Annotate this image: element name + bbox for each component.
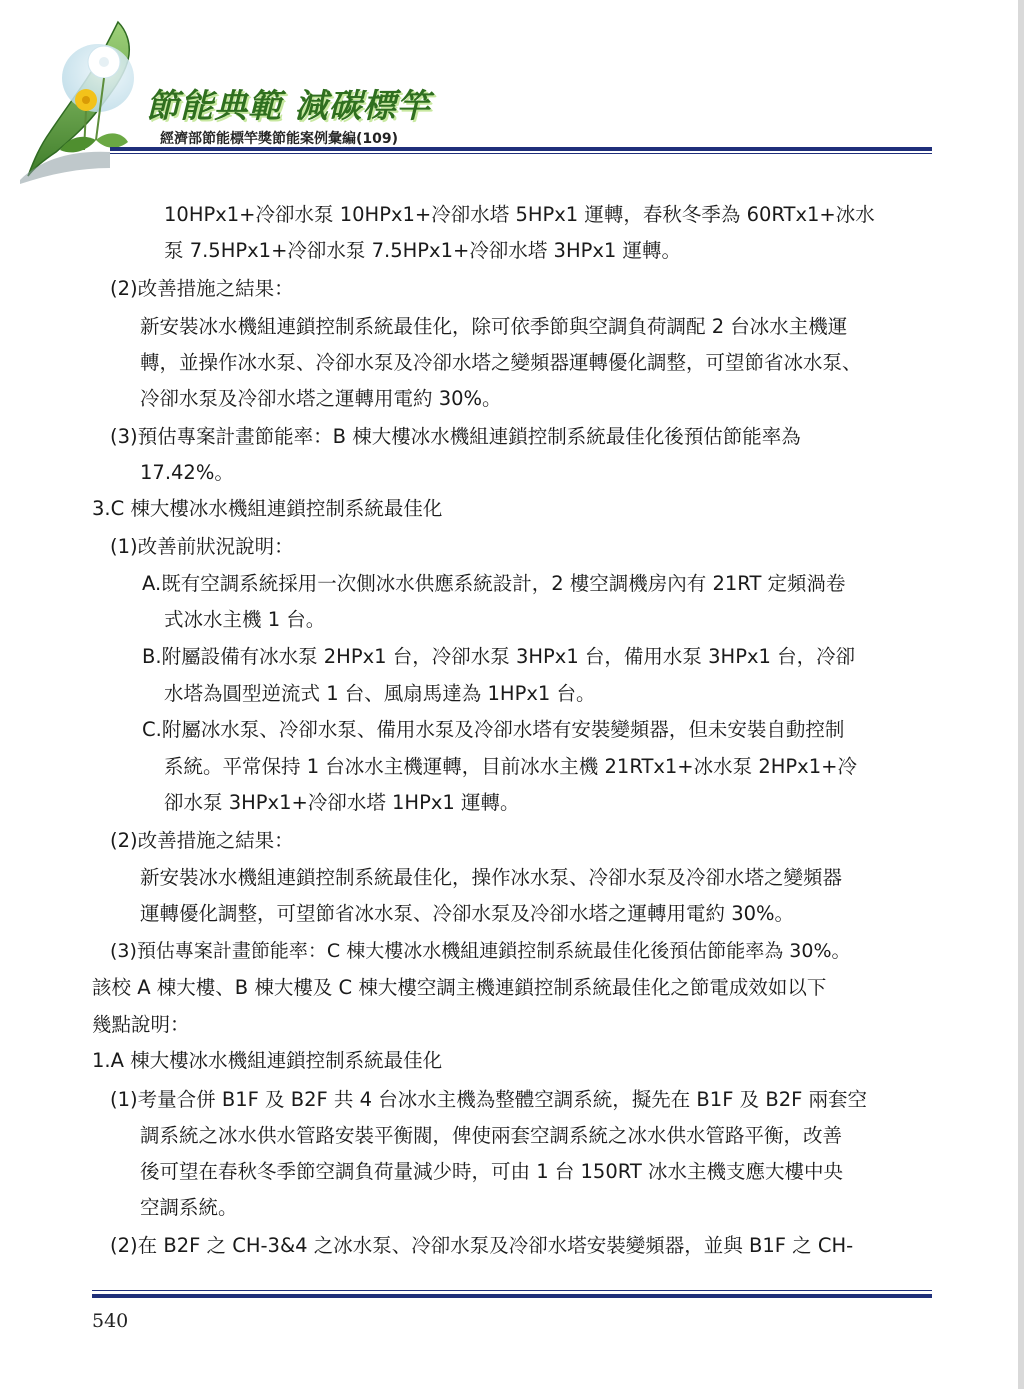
text-line: (1)考量合併 B1F 及 B2F 共 4 台冰水主機為整體空調系統，擬先在 B1F 及 B2F 兩套空 <box>110 1088 868 1111</box>
text-line: 系統。平常保持 1 台冰水主機運轉，目前冰水主機 21RTx1+冰水泵 2HPx1+冷 <box>164 755 857 778</box>
section-heading: 1.A 棟大樓冰水機組連鎖控制系統最佳化 <box>92 1049 443 1072</box>
text-line: (2)改善措施之結果： <box>110 277 294 300</box>
text-line: (2)改善措施之結果： <box>110 829 294 852</box>
text-line: 冷卻水泵及冷卻水塔之運轉用電約 30%。 <box>140 387 502 410</box>
text-line: 10HPx1+冷卻水泵 10HPx1+冷卻水塔 5HPx1 運轉，春秋冬季為 60RTx1+冰水 <box>164 203 875 226</box>
section-heading: 3.C 棟大樓冰水機組連鎖控制系統最佳化 <box>92 497 443 520</box>
text-line: 式冰水主機 1 台。 <box>164 608 326 631</box>
text-line: A.既有空調系統採用一次側冰水供應系統設計，2 樓空調機房內有 21RT 定頻渦卷 <box>142 572 846 595</box>
text-line: B.附屬設備有冰水泵 2HPx1 台，冷卻水泵 3HPx1 台，備用水泵 3HPx1 台，冷卻 <box>142 645 856 668</box>
text-line: 後可望在春秋冬季節空調負荷量減少時，可由 1 台 150RT 冰水主機支應大樓中央 <box>140 1160 843 1183</box>
text-line: 17.42%。 <box>140 461 234 484</box>
text-line: 泵 7.5HPx1+冷卻水泵 7.5HPx1+冷卻水塔 3HPx1 運轉。 <box>164 239 682 262</box>
footer-rule-thick <box>92 1294 932 1298</box>
header-rule-thin <box>110 153 932 154</box>
text-line: (1)改善前狀況說明： <box>110 535 294 558</box>
text-line: 新安裝冰水機組連鎖控制系統最佳化，操作冰水泵、冷卻水泵及冷卻水塔之變頻器 <box>140 866 843 889</box>
text-line: 轉，並操作冰水泵、冷卻水泵及冷卻水塔之變頻器運轉優化調整，可望節省冰水泵、 <box>140 351 862 374</box>
header-rule-thick <box>110 147 932 151</box>
page-edge <box>1018 0 1024 1389</box>
text-line: 該校 A 棟大樓、B 棟大樓及 C 棟大樓空調主機連鎖控制系統最佳化之節電成效如以下 <box>92 976 827 999</box>
text-line: 水塔為圓型逆流式 1 台、風扇馬達為 1HPx1 台。 <box>164 682 596 705</box>
text-line: (2)在 B2F 之 CH-3&4 之冰水泵、冷卻水泵及冷卻水塔安裝變頻器，並與 B1F 之 CH- <box>110 1234 854 1257</box>
text-line: 調系統之冰水供水管路安裝平衡閥，俾使兩套空調系統之冰水供水管路平衡，改善 <box>140 1124 843 1147</box>
text-line: 運轉優化調整，可望節省冰水泵、冷卻水泵及冷卻水塔之運轉用電約 30%。 <box>140 902 795 925</box>
page-header <box>0 0 1024 190</box>
text-line: 卻水泵 3HPx1+冷卻水塔 1HPx1 運轉。 <box>164 791 520 814</box>
text-line: (3)預估專案計畫節能率：C 棟大樓冰水機組連鎖控制系統最佳化後預估節能率為 30%。 <box>110 940 851 962</box>
text-line: 空調系統。 <box>140 1196 238 1219</box>
text-line: (3)預估專案計畫節能率：B 棟大樓冰水機組連鎖控制系統最佳化後預估節能率為 <box>110 425 801 448</box>
text-line: 幾點說明： <box>92 1013 190 1036</box>
footer-rule-thin <box>92 1290 932 1291</box>
page-number: 540 <box>92 1310 129 1332</box>
text-line: 新安裝冰水機組連鎖控制系統最佳化，除可依季節與空調負荷調配 2 台冰水主機運 <box>140 315 848 338</box>
text-line: C.附屬冰水泵、冷卻水泵、備用水泵及冷卻水塔有安裝變頻器，但未安裝自動控制 <box>142 718 845 741</box>
header-title: 節能典範 減碳標竿 <box>146 86 431 125</box>
header-subtitle: 經濟部節能標竿獎節能案例彙編(109) <box>160 131 399 147</box>
